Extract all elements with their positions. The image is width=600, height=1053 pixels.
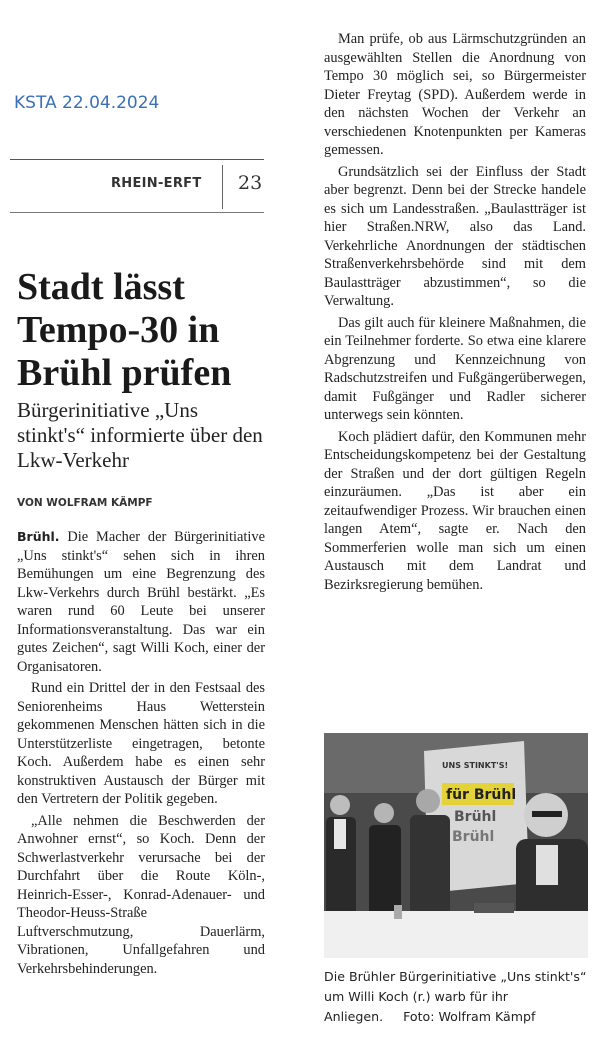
banner-line: für Brühl (446, 787, 517, 803)
headline-line: Stadt lässt (17, 266, 185, 308)
headline-line: Brühl prüfen (17, 352, 232, 394)
article-paragraph: Rund ein Drittel der in den Festsaal des Seniorenheims Haus Wetterstein gekommenen Menschen hätten sich in die Unterstützerliste eingetragen, betonte Koch. Außerdem habe es einen sehr konstruktiven Austausch der Bürger mit den Vertretern der Politik gegeben. (17, 680, 265, 807)
header-divider (222, 165, 223, 209)
source-label: KSTA 22.04.2024 (14, 93, 160, 113)
headline (17, 266, 267, 395)
paragraph-text: Die Macher der Bürgerinitiative „Uns stinkt's“ sehen sich in ihren Bemühungen um eine Begrenzung des Lkw-Verkehrs durch Brühl bestärkt. „Es waren rund 60 Leute bei unserer Informationsveranstaltung. Das war ein gutes Zeichen“, sagt Willi Koch, einer der Organisatoren. (17, 529, 265, 675)
banner-line: Brühl (454, 809, 497, 825)
header-bottom-rule (10, 212, 264, 213)
article-column-right (324, 30, 586, 597)
article-paragraph: Koch plädiert dafür, den Kommunen mehr Entscheidungskompetenz bei der Gestaltung der Straßen und der dort gültigen Regeln einzuräumen. „Das ist aber ein zeitaufwendiger Prozess. Wir brauchen einen langen Atem“, sagte er. Nach den Sommerferien wolle man sich um einen Austausch mit dem Landrat und Bezirksregierung bemühen. (324, 428, 586, 593)
photo-illustration (324, 733, 588, 958)
header-rule (10, 159, 264, 160)
headline-line: Tempo-30 in (17, 309, 220, 351)
photo-caption (324, 967, 588, 1027)
article-paragraph: „Alle nehmen die Beschwerden der Anwohner ernst“, so Koch. Denn der Schwerlastverkehr verursache bei der Durchfahrt über die Route Köln-, Heinrich-Esser-, Konrad-Adenauer- und Theodor-Heuss-Straße Luftverschmutzung, Dauerlärm, Vibrationen, Unfallgefahren und Verkehrsbehinderungen. (17, 812, 265, 977)
table (324, 911, 588, 958)
section-label: RHEIN-ERFT (111, 176, 202, 191)
banner-top-text: UNS STINKT'S! (442, 761, 509, 770)
dateline: Brühl. (17, 529, 60, 544)
article-paragraph: Grundsätzlich sei der Einfluss der Stadt aber begrenzt. Denn bei der Strecke handele es sich um Landesstraßen. „Baulastträger ist hier Straßen.NRW, also das Land. Verkehrliche Anordnungen der städtischen Straßenverkehrsbehörde sind mit dem Baulastträger abzustimmen“, so die Verwaltung. (324, 163, 586, 309)
article-column-left (17, 528, 265, 981)
photo-credit: Foto: Wolfram Kämpf (403, 1009, 536, 1024)
article-photo (324, 733, 588, 958)
banner-line: Brühl (452, 829, 495, 845)
subheadline: Bürgerinitiative „Uns stinkt's“ informierte über den Lkw-Verkehr (17, 398, 263, 472)
article-paragraph: Das gilt auch für kleinere Maßnahmen, die ein Teilnehmer forderte. So etwa eine klarere Abgrenzung und Kennzeichnung von Radschutzstreifen und Fußgängerüberwegen, damit Fußgänger und Radler sicherer unterwegs sein könnten. (324, 314, 586, 423)
article-paragraph (17, 528, 265, 676)
page-number: 23 (238, 172, 263, 194)
byline: VON WOLFRAM KÄMPF (17, 497, 153, 509)
caption-text: Die Brühler Bürgerinitiative „Uns stinkt's“ um Willi Koch (r.) warb für ihr Anliegen. (324, 969, 587, 1024)
article-paragraph: Man prüfe, ob aus Lärmschutzgründen an ausgewählten Stellen die Anordnung von Tempo 30 möglich sei, so Bürgermeister Dieter Freytag (SPD). Außerdem werde in den nächsten Wochen der Verkehr an verschiedenen Knotenpunkten per Kameras gemessen. (324, 31, 586, 158)
